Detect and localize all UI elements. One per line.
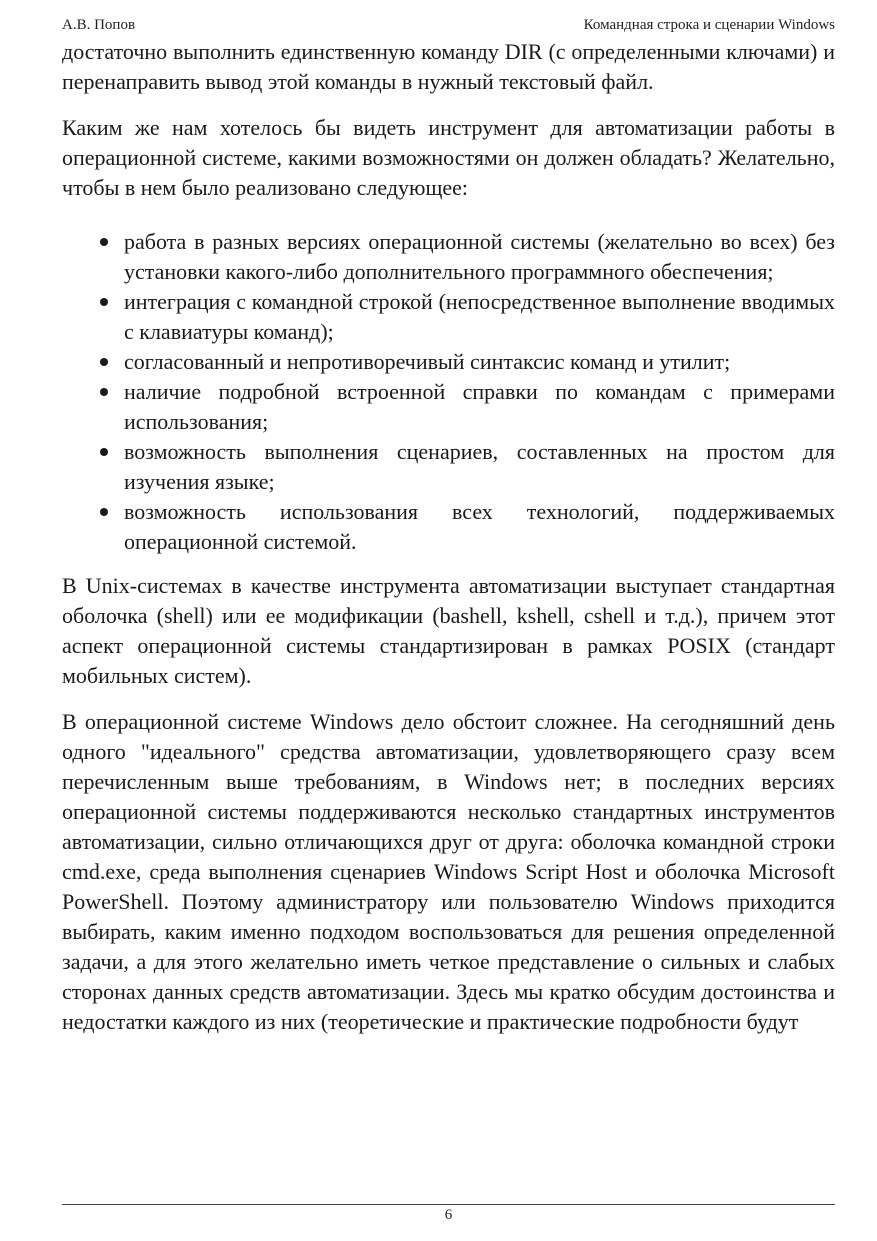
list-item [62, 497, 835, 557]
header-author: А.В. Попов [62, 17, 136, 33]
requirements-list [62, 227, 835, 557]
footer-divider [62, 1204, 835, 1205]
bullet-icon [100, 508, 108, 516]
list-item-text: возможность использования всех технологий, поддерживаемых операционной системой. [124, 499, 835, 554]
list-item [62, 287, 835, 347]
list-item-text: наличие подробной встроенной справки по командам с примерами использования; [124, 379, 835, 434]
list-item [62, 347, 835, 377]
running-header [62, 15, 835, 35]
paragraph-unix-shell: В Unix-системах в качестве инструмента автоматизации выступает стандартная оболочка (shell) или ее модификации (bashell, kshell, cshell и т.д.), причем этот аспект операционной системы стандартизирован в рамках POSIX (стандарт мобильных систем). [62, 573, 835, 688]
paragraph-dir-command: достаточно выполнить единственную команду DIR (с определенными ключами) и перенаправить вывод этой команды в нужный текстовый файл. [62, 39, 835, 94]
bullet-icon [100, 358, 108, 366]
list-item [62, 437, 835, 497]
list-item [62, 227, 835, 287]
body-text [62, 37, 835, 1053]
page-number: 6 [444, 1207, 453, 1223]
document-page [62, 0, 835, 1241]
bullet-icon [100, 298, 108, 306]
list-item-text: интеграция с командной строкой (непосредственное выполнение вводимых с клавиатуры команд); [124, 289, 835, 344]
bullet-icon [100, 388, 108, 396]
paragraph-windows-tools: В операционной системе Windows дело обстоит сложнее. На сегодняшний день одного "идеального" средства автоматизации, удовлетворяющего сразу всем перечисленным выше требованиям, в Windows нет; в последних версиях операционной системы поддерживаются несколько стандартных инструментов автоматизации, сильно отличающихся друг от друга: оболочка командной строки cmd.exe, среда выполнения сценариев Windows Script Host и оболочка Microsoft PowerShell. Поэтому администратору или пользователю Windows приходится выбирать, каким именно подходом воспользоваться для решения определенной задачи, а для этого желательно иметь четкое представление о сильных и слабых сторонах данных средств автоматизации. Здесь мы кратко обсудим достоинства и недостатки каждого из них (теоретические и практические подробности будут [62, 709, 835, 1034]
bullet-icon [100, 238, 108, 246]
list-item-text: работа в разных версиях операционной системы (желательно во всех) без установки какого-либо дополнительного программного обеспечения; [124, 229, 835, 284]
list-item-text: согласованный и непротиворечивый синтаксис команд и утилит; [124, 349, 731, 374]
paragraph-tool-question: Каким же нам хотелось бы видеть инструмент для автоматизации работы в операционной системе, какими возможностями он должен обладать? Желательно, чтобы в нем было реализовано следующее: [62, 115, 835, 200]
header-book-title: Командная строка и сценарии Windows [583, 17, 835, 33]
list-item [62, 377, 835, 437]
bullet-icon [100, 448, 108, 456]
list-item-text: возможность выполнения сценариев, составленных на простом для изучения языке; [124, 439, 835, 494]
